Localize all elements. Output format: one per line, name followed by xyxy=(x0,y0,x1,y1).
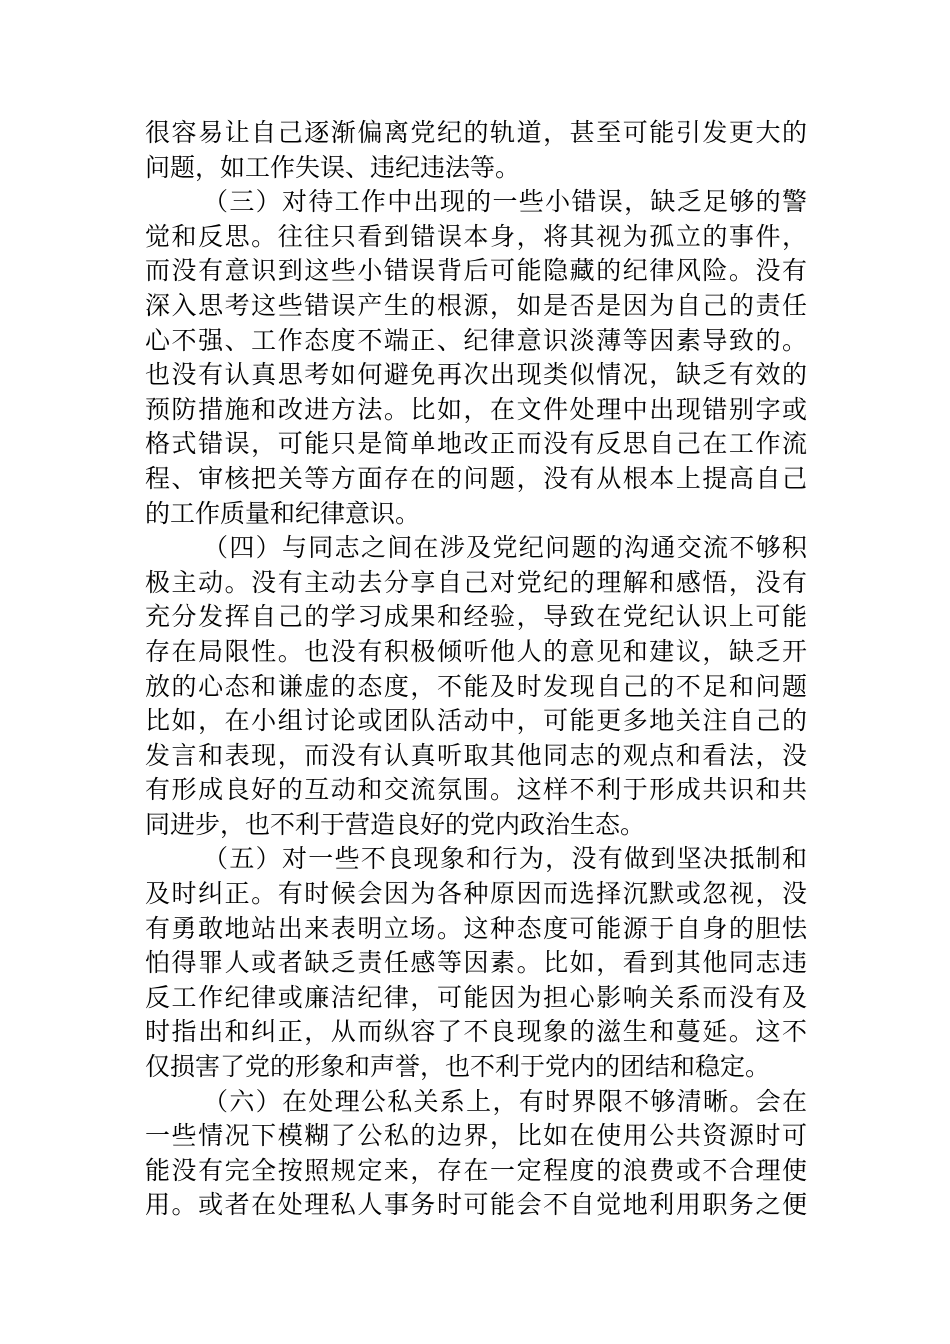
text-line: 有勇敢地站出来表明立场。这种态度可能源于自身的胆怯 xyxy=(145,913,807,943)
text-line: 也没有认真思考如何避免再次出现类似情况，缺乏有效的 xyxy=(145,360,807,390)
text-line: 很容易让自己逐渐偏离党纪的轨道，甚至可能引发更大的 xyxy=(145,118,807,147)
text-line: 时指出和纠正，从而纵容了不良现象的滋生和蔓延。这不 xyxy=(145,1017,807,1047)
text-line: 而没有意识到这些小错误背后可能隐藏的纪律风险。没有 xyxy=(145,256,807,286)
text-line: （四）与同志之间在涉及党纪问题的沟通交流不够积 xyxy=(203,533,807,563)
text-line: 的工作质量和纪律意识。 xyxy=(145,498,421,528)
paragraph-three xyxy=(145,185,807,531)
text-line: 放的心态和谦虚的态度，不能及时发现自己的不足和问题 xyxy=(145,671,807,701)
text-line: 问题，如工作失误、违纪违法等。 xyxy=(145,152,521,182)
paragraph-continuation xyxy=(145,116,807,185)
text-line: 充分发挥自己的学习成果和经验，导致在党纪认识上可能 xyxy=(145,602,807,632)
text-line: 存在局限性。也没有积极倾听他人的意见和建议，缺乏开 xyxy=(145,636,807,666)
text-line: 发言和表现，而没有认真听取其他同志的观点和看法，没 xyxy=(145,740,807,770)
text-line: 觉和反思。往往只看到错误本身，将其视为孤立的事件， xyxy=(145,221,807,251)
text-line: 仅损害了党的形象和声誉，也不利于党内的团结和稳定。 xyxy=(145,1052,771,1082)
text-line: 同进步，也不利于营造良好的党内政治生态。 xyxy=(145,809,646,839)
text-line: 有形成良好的互动和交流氛围。这样不利于形成共识和共 xyxy=(145,775,807,805)
text-line: 比如，在小组讨论或团队活动中，可能更多地关注自己的 xyxy=(145,706,807,736)
paragraph-six xyxy=(145,1085,807,1223)
text-line: 用。或者在处理私人事务时可能会不自觉地利用职务之便 xyxy=(145,1190,807,1220)
paragraph-four xyxy=(145,531,807,842)
text-line: 怕得罪人或者缺乏责任感等因素。比如，看到其他同志违 xyxy=(145,948,807,978)
text-line: 极主动。没有主动去分享自己对党纪的理解和感悟，没有 xyxy=(145,567,807,597)
text-line: 程、审核把关等方面存在的问题，没有从根本上提高自己 xyxy=(145,463,807,493)
text-line: （六）在处理公私关系上，有时界限不够清晰。会在 xyxy=(203,1086,807,1116)
text-line: 一些情况下模糊了公私的边界，比如在使用公共资源时可 xyxy=(145,1121,807,1151)
text-line: 及时纠正。有时候会因为各种原因而选择沉默或忽视，没 xyxy=(145,879,807,909)
text-line: 心不强、工作态度不端正、纪律意识淡薄等因素导致的。 xyxy=(145,325,807,355)
text-line: （五）对一些不良现象和行为，没有做到坚决抵制和 xyxy=(203,844,807,874)
text-line: （三）对待工作中出现的一些小错误，缺乏足够的警 xyxy=(203,187,807,217)
text-line: 预防措施和改进方法。比如，在文件处理中出现错别字或 xyxy=(145,394,807,424)
text-line: 深入思考这些错误产生的根源，如是否是因为自己的责任 xyxy=(145,290,807,320)
text-line: 反工作纪律或廉洁纪律，可能因为担心影响关系而没有及 xyxy=(145,982,807,1012)
text-line: 能没有完全按照规定来，存在一定程度的浪费或不合理使 xyxy=(145,1155,807,1185)
text-line: 格式错误，可能只是简单地改正而没有反思自己在工作流 xyxy=(145,429,807,459)
document-body xyxy=(145,116,807,1223)
paragraph-five xyxy=(145,842,807,1084)
